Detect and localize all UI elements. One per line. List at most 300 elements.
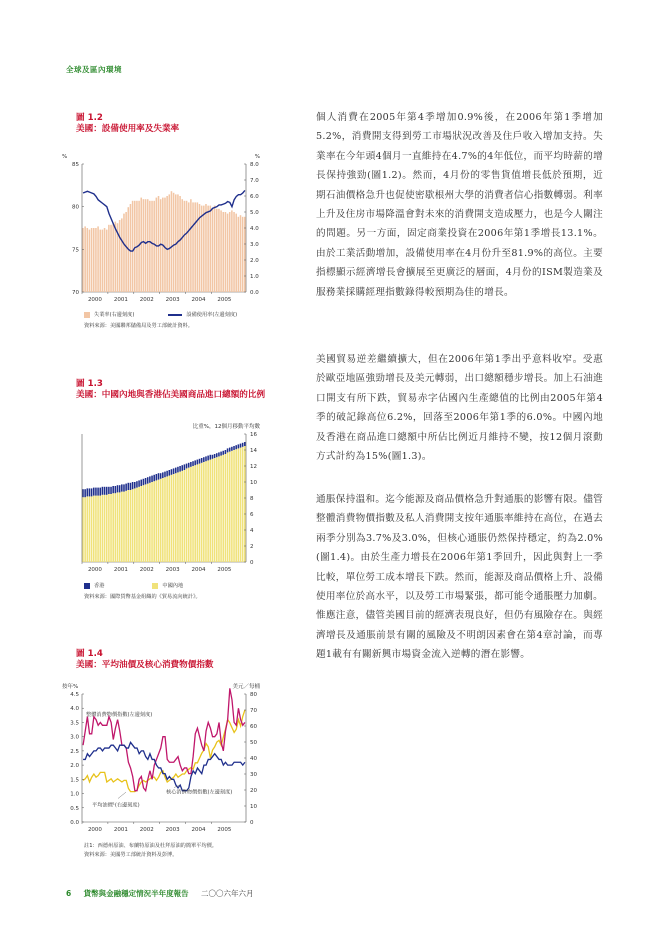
- mainland-bar: [143, 485, 145, 562]
- fig14-chart: [60, 680, 280, 840]
- mainland-bar: [235, 449, 237, 562]
- legend-label-hk: 香港: [94, 583, 105, 589]
- right-tick-label: 8: [250, 496, 254, 502]
- mainland-bar: [125, 491, 127, 562]
- mainland-bar: [156, 480, 158, 562]
- mainland-bar: [244, 446, 246, 562]
- left-tick-label: 4.0: [70, 706, 79, 713]
- x-tick-label: 2001: [113, 567, 128, 573]
- hong-kong-bar: [82, 489, 84, 497]
- unemployment-bar: [84, 226, 86, 292]
- right-tick-label: 80: [250, 692, 257, 698]
- right-axis-unit: %: [254, 154, 260, 160]
- hong-kong-bar: [218, 452, 220, 456]
- x-tick-label: 2004: [191, 297, 206, 303]
- mainland-bar: [147, 484, 149, 562]
- left-axis-unit: %: [62, 154, 68, 160]
- mainland-bar: [171, 475, 173, 562]
- fig12-source: 資料來源：美國聯邦儲備局及勞工部統計資料。: [84, 323, 193, 329]
- unemployment-bar: [119, 220, 121, 292]
- unemployment-bar: [91, 228, 93, 292]
- left-tick-label: 2.5: [70, 748, 79, 755]
- fig13-title-block: [76, 379, 276, 401]
- legend-label-mainland: 中國內地: [162, 583, 184, 589]
- mainland-bar: [117, 492, 119, 562]
- mainland-bar: [166, 476, 168, 562]
- annotation-headline-cpi: 整體消費物價指數(左邊刻度): [86, 712, 153, 719]
- left-tick-label: 3.5: [70, 720, 79, 727]
- right-axis-unit: 美元／每桶: [232, 684, 260, 690]
- unemployment-bar: [188, 202, 190, 292]
- mainland-bar: [242, 447, 244, 562]
- unemployment-bar: [130, 204, 132, 292]
- hong-kong-bar: [222, 451, 224, 455]
- mainland-bar: [240, 448, 242, 562]
- hong-kong-bar: [108, 487, 110, 494]
- hong-kong-bar: [164, 472, 166, 478]
- hong-kong-bar: [130, 483, 132, 490]
- mainland-bar: [188, 468, 190, 562]
- unemployment-bar: [220, 210, 222, 292]
- mainland-bar: [162, 478, 164, 562]
- mainland-bar: [106, 495, 108, 562]
- hong-kong-bar: [175, 468, 177, 474]
- mainland-bar: [225, 454, 227, 562]
- hong-kong-bar: [184, 464, 186, 470]
- report-date: 二〇〇六年六月: [201, 889, 254, 898]
- mainland-bar: [130, 490, 132, 562]
- right-tick-label: 40: [250, 756, 257, 762]
- hong-kong-bar: [238, 444, 240, 448]
- mainland-bar: [119, 492, 121, 562]
- fig12-title: 美國：設備使用率及失業率: [76, 124, 180, 134]
- right-tick-label: 2.0: [250, 258, 259, 264]
- mainland-bar: [194, 465, 196, 562]
- unemployment-bar: [171, 191, 173, 292]
- unemployment-bar: [231, 210, 233, 292]
- mainland-bar: [134, 488, 136, 562]
- hong-kong-bar: [207, 456, 209, 461]
- right-tick-label: 6.0: [250, 194, 259, 200]
- hong-kong-bar: [95, 488, 97, 496]
- hong-kong-bar: [171, 469, 173, 475]
- hong-kong-bar: [197, 460, 199, 465]
- left-axis-unit: 按年%: [62, 684, 79, 690]
- unemployment-bar: [158, 196, 160, 292]
- hong-kong-bar: [201, 458, 203, 463]
- unemployment-bar: [104, 228, 106, 292]
- mainland-bar: [229, 452, 231, 562]
- legend-swatch-unemployment: [84, 312, 90, 318]
- left-tick-label: 4.5: [70, 692, 79, 698]
- mainland-bar: [173, 474, 175, 562]
- fig12-number: 圖 1.2: [76, 113, 103, 123]
- hong-kong-bar: [106, 487, 108, 495]
- unemployment-bar: [99, 230, 101, 292]
- unemployment-bar: [207, 206, 209, 292]
- hong-kong-bar: [117, 485, 119, 492]
- right-tick-label: 30: [250, 772, 257, 778]
- hong-kong-bar: [87, 488, 89, 496]
- mainland-bar: [123, 492, 125, 562]
- hong-kong-bar: [220, 452, 222, 456]
- core-cpi-line: [83, 742, 245, 790]
- page-footer: [66, 888, 254, 899]
- hong-kong-bar: [147, 477, 149, 483]
- right-tick-label: 5.0: [250, 210, 259, 216]
- unemployment-bar: [151, 201, 153, 292]
- left-tick-label: 1.5: [70, 777, 79, 784]
- fig14-number: 圖 1.4: [76, 649, 103, 659]
- hong-kong-bar: [102, 487, 104, 495]
- right-tick-label: 14: [250, 448, 257, 454]
- fig13-title: 美國：中國內地與香港佔美國商品進口總額的比例: [76, 390, 266, 400]
- hong-kong-bar: [158, 473, 160, 479]
- right-tick-label: 4: [250, 528, 254, 534]
- x-tick-label: 2005: [217, 567, 232, 573]
- body-paragraph-1: 個人消費在2005年第4季增加0.9%後，在2006年第1季增加5.2%，消費開支得到勞工市場狀況改善及住戶收入增加支持。失業率在今年頭4個月一直維持在4.7%的4年低位，而平均時薪的增長保持強勁(圖1.2)。然而，4月份的零售貨值增長低於預期，近期石油價格急升也促使密歇根州大學的消費者信心指數轉弱。利率上升及住房市場降溫會對未來的消費開支造成壓力，也是今人關注的問題。另一方面，固定商業投資在2006年第1季增長13.1%。由於工業活動增加，設備使用率在4月份升至81.9%的高位。主要指標顯示經濟增長會擴展至更廣泛的層面，4月份的ISM製造業及服務業採購經理指數錄得較預期為佳的增長。: [316, 112, 603, 298]
- unemployment-bar: [132, 201, 134, 292]
- mainland-bar: [89, 496, 91, 562]
- hong-kong-bar: [173, 468, 175, 474]
- unemployment-bar: [166, 196, 168, 292]
- mainland-bar: [205, 461, 207, 562]
- unemployment-bar: [212, 209, 214, 292]
- unemployment-bar: [225, 212, 227, 292]
- unemployment-bar: [173, 193, 175, 292]
- hong-kong-bar: [91, 488, 93, 496]
- section-header: 全球及區內環境: [66, 65, 122, 74]
- mainland-bar: [151, 482, 153, 562]
- hong-kong-bar: [99, 488, 101, 496]
- x-tick-label: 2005: [217, 827, 232, 833]
- right-tick-label: 70: [250, 708, 257, 714]
- body-paragraph-2: 美國貿易逆差繼續擴大，但在2006年第1季出乎意料收窄。受惠於歐亞地區強勁增長及美元轉弱，出口總額穩步增長。加上石油進口開支有所下跌，貿易赤字佔國內生產總值的比例由2005年第4季的破記錄高位6.2%，回落至2006年第1季的6.0%。中國內地及香港在商品進口總額中所佔比例近月維持不變，按12個月滾動方式計約為15%(圖1.3)。: [316, 354, 603, 463]
- unemployment-bar: [87, 228, 89, 292]
- mainland-bar: [128, 490, 130, 562]
- mainland-bar: [121, 492, 123, 562]
- mainland-bar: [212, 459, 214, 562]
- right-tick-label: 0: [250, 820, 254, 826]
- left-tick-label: 2.0: [70, 763, 79, 770]
- left-tick-label: 80: [72, 204, 79, 211]
- hong-kong-bar: [244, 442, 246, 446]
- unemployment-bar: [227, 214, 229, 292]
- legend-label-capacity: 設備使用率(左邊刻度): [186, 312, 238, 318]
- hong-kong-bar: [212, 455, 214, 459]
- left-tick-label: 85: [72, 162, 79, 168]
- unemployment-bar: [89, 230, 91, 292]
- unemployment-bar: [125, 212, 127, 292]
- hong-kong-bar: [240, 444, 242, 448]
- mainland-bar: [110, 494, 112, 562]
- fig12-legend: [84, 311, 237, 318]
- hong-kong-bar: [235, 445, 237, 449]
- right-tick-label: 60: [250, 724, 257, 730]
- x-tick-label: 2004: [191, 567, 206, 573]
- mainland-bar: [233, 450, 235, 562]
- unemployment-bar: [145, 199, 147, 292]
- unemployment-bar: [238, 217, 240, 292]
- mainland-bar: [112, 493, 114, 562]
- unemployment-bar: [218, 209, 220, 292]
- hong-kong-bar: [125, 484, 127, 491]
- hong-kong-bar: [128, 483, 130, 490]
- fig14-source: 資料來源：美國勞工部統計資料及彭博。: [84, 852, 178, 858]
- hong-kong-bar: [97, 488, 99, 496]
- mainland-bar: [82, 497, 84, 562]
- hong-kong-bar: [199, 459, 201, 464]
- right-tick-label: 12: [250, 464, 257, 470]
- mainland-bar: [153, 481, 155, 562]
- hong-kong-bar: [229, 448, 231, 452]
- right-tick-label: 8.0: [250, 162, 259, 168]
- hong-kong-bar: [132, 482, 134, 489]
- unemployment-bar: [184, 201, 186, 292]
- unemployment-bar: [108, 225, 110, 292]
- hong-kong-bar: [112, 486, 114, 493]
- unemployment-bar: [222, 212, 224, 292]
- unemployment-bar: [106, 230, 108, 292]
- mainland-bar: [214, 458, 216, 562]
- x-tick-label: 2002: [139, 827, 154, 833]
- left-tick-label: 70: [72, 290, 79, 296]
- unemployment-bar: [115, 222, 117, 292]
- unemployment-bar: [242, 217, 244, 292]
- x-tick-label: 2000: [87, 567, 102, 573]
- mainland-bar: [203, 462, 205, 562]
- hong-kong-bar: [140, 480, 142, 486]
- mainland-bar: [218, 456, 220, 562]
- mainland-bar: [220, 456, 222, 562]
- page-number: 6: [66, 889, 72, 898]
- unemployment-bar: [205, 204, 207, 292]
- mainland-bar: [138, 487, 140, 562]
- mainland-bar: [181, 471, 183, 562]
- unemployment-bar: [240, 215, 242, 292]
- mainland-bar: [210, 460, 212, 562]
- legend-swatch-hk: [84, 583, 90, 589]
- hong-kong-bar: [138, 480, 140, 486]
- mainland-bar: [197, 464, 199, 562]
- mainland-bar: [149, 483, 151, 562]
- x-tick-label: 2001: [113, 297, 128, 303]
- x-tick-label: 2003: [165, 297, 180, 303]
- mainland-bar: [201, 463, 203, 562]
- mainland-bar: [84, 497, 86, 562]
- unemployment-bar: [164, 198, 166, 292]
- unemployment-bar: [93, 228, 95, 292]
- hong-kong-bar: [145, 478, 147, 484]
- hong-kong-bar: [156, 474, 158, 480]
- mainland-bar: [184, 470, 186, 562]
- legend-label-unemployment: 失業率(右邊刻度): [94, 312, 135, 318]
- mainland-bar: [132, 489, 134, 562]
- right-tick-label: 3.0: [250, 242, 259, 248]
- unemployment-bar: [214, 206, 216, 292]
- right-tick-label: 2: [250, 544, 254, 550]
- mainland-bar: [115, 493, 117, 562]
- mainland-bar: [169, 476, 171, 562]
- hong-kong-bar: [143, 479, 145, 485]
- unemployment-bar: [97, 226, 99, 292]
- mainland-bar: [102, 495, 104, 562]
- right-tick-label: 20: [250, 788, 257, 794]
- right-tick-label: 10: [250, 804, 257, 810]
- hong-kong-bar: [166, 471, 168, 477]
- fig13-source: 資料來源：國際貨幣基金組織的《貿易流向統計》。: [84, 594, 201, 600]
- x-tick-label: 2000: [87, 827, 102, 833]
- mainland-bar: [140, 486, 142, 562]
- right-tick-label: 0: [250, 560, 254, 566]
- right-tick-label: 16: [250, 432, 257, 438]
- unemployment-bar: [181, 199, 183, 292]
- right-tick-label: 6: [250, 512, 254, 518]
- unemployment-bar: [190, 199, 192, 292]
- hong-kong-bar: [225, 450, 227, 454]
- unemployment-bar: [140, 198, 142, 292]
- unemployment-bar: [82, 228, 84, 292]
- mainland-bar: [104, 495, 106, 562]
- unemployment-bar: [95, 228, 97, 292]
- x-tick-label: 2001: [113, 827, 128, 833]
- mainland-bar: [175, 473, 177, 562]
- fig13-chart: [60, 420, 280, 580]
- mainland-bar: [93, 496, 95, 562]
- mainland-bar: [95, 496, 97, 562]
- mainland-bar: [160, 479, 162, 562]
- mainland-bar: [207, 460, 209, 562]
- right-tick-label: 4.0: [250, 226, 259, 232]
- mainland-bar: [222, 455, 224, 562]
- mainland-bar: [158, 480, 160, 562]
- report-title: 貨幣與金融穩定情況半年度報告: [83, 889, 189, 898]
- unemployment-bar: [201, 206, 203, 292]
- hong-kong-bar: [121, 484, 123, 491]
- mainland-bar: [97, 496, 99, 562]
- unemployment-bar: [235, 214, 237, 292]
- mainland-bar: [145, 484, 147, 562]
- mainland-bar: [179, 472, 181, 562]
- hong-kong-bar: [210, 455, 212, 460]
- hong-kong-bar: [84, 489, 86, 497]
- hong-kong-bar: [123, 484, 125, 491]
- unemployment-bar: [102, 230, 104, 292]
- mainland-bar: [177, 472, 179, 562]
- mainland-bar: [227, 452, 229, 562]
- mainland-bar: [87, 496, 89, 562]
- left-tick-label: 75: [72, 247, 79, 254]
- fig14-title-block: [76, 649, 214, 671]
- hong-kong-bar: [119, 485, 121, 492]
- unemployment-bar: [179, 196, 181, 292]
- hong-kong-bar: [115, 486, 117, 493]
- mainland-bar: [164, 477, 166, 562]
- unemployment-bar: [121, 218, 123, 292]
- legend-swatch-mainland: [152, 583, 158, 589]
- fig14-note: 註1：西德州原油、布蘭特原油及杜拜原油的簡單平均價。: [84, 843, 217, 849]
- unemployment-bar: [147, 199, 149, 292]
- unemployment-bar: [210, 206, 212, 292]
- fig13-legend: [84, 582, 183, 589]
- fig13-number: 圖 1.3: [76, 379, 103, 389]
- hong-kong-bar: [151, 476, 153, 482]
- annotation-oil-price-leader: [118, 792, 126, 798]
- unemployment-bar: [203, 206, 205, 292]
- mainland-bar: [136, 488, 138, 562]
- hong-kong-bar: [162, 472, 164, 478]
- fig12-title-block: [76, 113, 179, 135]
- unemployment-bar: [194, 202, 196, 292]
- unit-label: 比重%，12個月移動平均數: [192, 424, 260, 430]
- mainland-bar: [91, 496, 93, 562]
- hong-kong-bar: [192, 461, 194, 466]
- unemployment-bar: [112, 223, 114, 292]
- x-tick-label: 2003: [165, 567, 180, 573]
- unemployment-bar: [229, 212, 231, 292]
- x-tick-label: 2005: [217, 297, 232, 303]
- x-tick-label: 2002: [139, 297, 154, 303]
- fig14-title: 美國：平均油價及核心消費物價指數: [76, 660, 214, 670]
- unemployment-bar: [110, 225, 112, 292]
- left-tick-label: 3.0: [70, 734, 79, 741]
- hong-kong-bar: [194, 460, 196, 465]
- x-tick-label: 2003: [165, 827, 180, 833]
- hong-kong-bar: [104, 487, 106, 495]
- right-tick-label: 7.0: [250, 178, 259, 184]
- unemployment-bar: [186, 201, 188, 292]
- hong-kong-bar: [205, 456, 207, 461]
- hong-kong-bar: [136, 481, 138, 487]
- unemployment-bar: [169, 194, 171, 292]
- body-paragraph-3: 通脹保持溫和。迄今能源及商品價格急升對通脹的影響有限。儘管整體消費物價指數及私人消費開支按年通脹率維持在高位，在過去兩季分別為3.7%及3.0%，但核心通脹仍然保持穩定，約為2.0%(圖1.4)。由於生產力增長在2006年第1季回升，因此與對上一季比較，單位勞工成本增長下跌。然而，能源及商品價格上升、設備使用率位於高水平，以及勞工市場緊張，都可能令通脹壓力加劇。惟應注意，儘管美國目前的經濟表現良好，但仍有風險存在。與經濟增長及通脹前景有關的風險及不明朗因素會在第4章討論，而專題1載有有關新興市場資金流入逆轉的潛在影響。: [316, 494, 603, 661]
- x-tick-label: 2000: [87, 297, 102, 303]
- hong-kong-bar: [231, 447, 233, 451]
- hong-kong-bar: [169, 470, 171, 476]
- left-tick-label: 0.0: [70, 820, 79, 826]
- mainland-bar: [190, 467, 192, 562]
- hong-kong-bar: [242, 443, 244, 447]
- hong-kong-bar: [233, 446, 235, 450]
- hong-kong-bar: [190, 462, 192, 467]
- mainland-bar: [192, 466, 194, 562]
- mainland-bar: [199, 464, 201, 562]
- fig12-chart: [60, 150, 280, 310]
- hong-kong-bar: [181, 465, 183, 471]
- hong-kong-bar: [186, 464, 188, 469]
- hong-kong-bar: [160, 473, 162, 479]
- hong-kong-bar: [89, 488, 91, 496]
- unemployment-bar: [123, 214, 125, 292]
- unemployment-bar: [233, 212, 235, 292]
- hong-kong-bar: [177, 467, 179, 473]
- hong-kong-bar: [179, 466, 181, 472]
- annotation-oil-price: 平均油價¹(右邊刻度): [92, 802, 140, 809]
- unemployment-bar: [197, 202, 199, 292]
- mainland-bar: [186, 468, 188, 562]
- x-tick-label: 2004: [191, 827, 206, 833]
- left-tick-label: 1.0: [70, 791, 79, 798]
- unemployment-bar: [216, 209, 218, 292]
- right-tick-label: 0.0: [250, 290, 259, 296]
- right-tick-label: 10: [250, 480, 257, 486]
- hong-kong-bar: [227, 448, 229, 452]
- hong-kong-bar: [214, 454, 216, 458]
- unemployment-bar: [134, 201, 136, 292]
- right-tick-label: 1.0: [250, 274, 259, 280]
- mainland-bar: [108, 494, 110, 562]
- legend-swatch-capacity: [168, 314, 182, 316]
